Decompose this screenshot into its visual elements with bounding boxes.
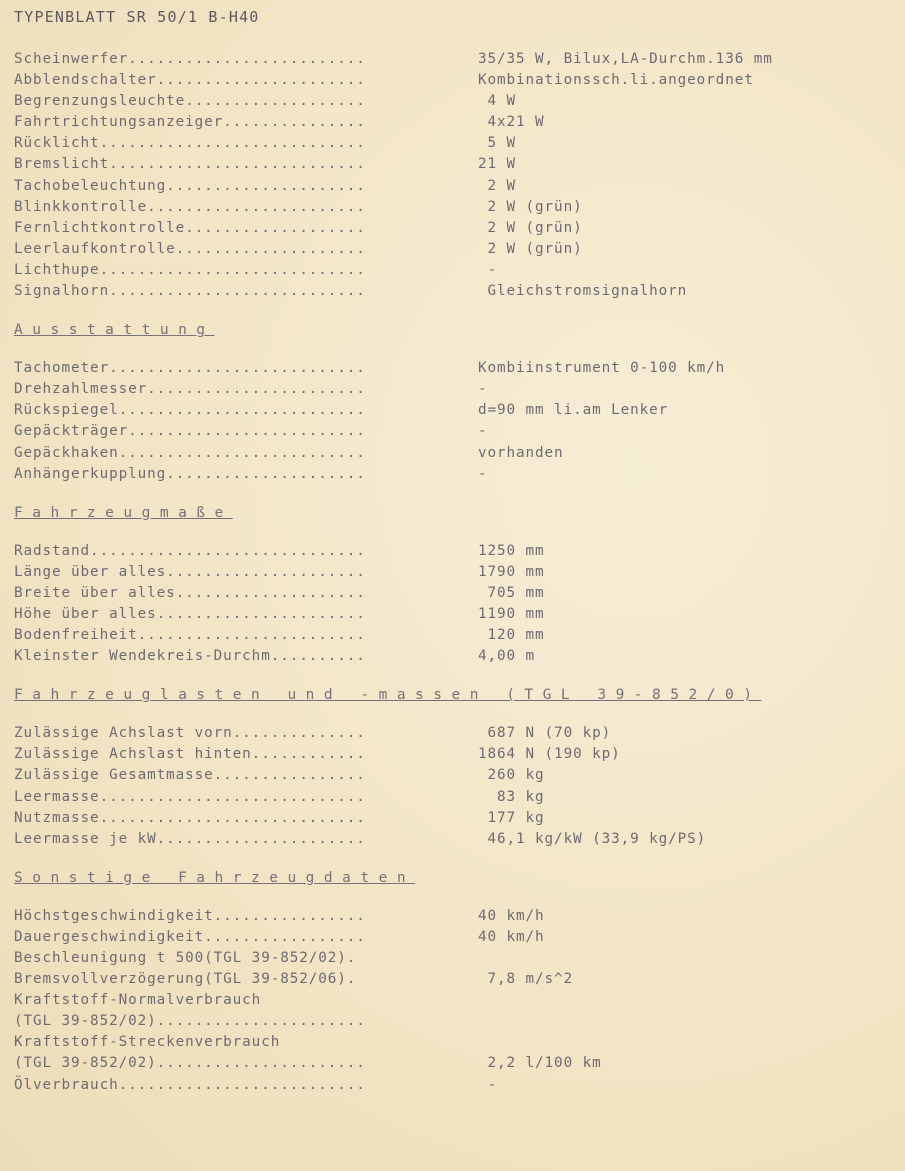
- spec-row: [14, 443, 894, 464]
- type-sheet: [14, 6, 894, 1096]
- spec-label: Tachobeleuchtung.....................: [14, 177, 366, 194]
- spec-value: 2 W (grün): [478, 198, 583, 215]
- section-4: [14, 850, 894, 1096]
- spec-value: 83 kg: [478, 788, 545, 805]
- spec-label: Gepäckhaken..........................: [14, 444, 366, 461]
- section-3: [14, 667, 894, 850]
- section-heading: Fahrzeugmaße: [14, 504, 233, 521]
- spec-label: Drehzahlmesser.......................: [14, 381, 366, 398]
- spec-label: Blinkkontrolle.......................: [14, 198, 366, 215]
- spec-row: [14, 379, 894, 400]
- spec-row: [14, 176, 894, 197]
- spacer: [14, 302, 894, 318]
- spec-value: Kombinationssch.li.angeordnet: [478, 72, 754, 89]
- spec-row: [14, 927, 894, 948]
- spec-value: Gleichstromsignalhorn: [478, 283, 688, 300]
- spec-row: [14, 218, 894, 239]
- section-heading: Fahrzeuglasten und -massen (TGL 39-852/0): [14, 687, 762, 704]
- spec-value: 2,2 l/100 km: [478, 1055, 602, 1072]
- spec-row: [14, 1075, 894, 1096]
- spec-row: [14, 1032, 894, 1053]
- spec-row: [14, 990, 894, 1011]
- spec-row: [14, 400, 894, 421]
- spec-value: -: [478, 465, 488, 482]
- spec-row: [14, 1053, 894, 1074]
- spec-row: [14, 604, 894, 625]
- spec-label: Anhängerkupplung.....................: [14, 465, 366, 482]
- spacer: [14, 707, 894, 723]
- spec-value: 1190 mm: [478, 605, 545, 622]
- page-title: TYPENBLATT SR 50/1 B-H40: [14, 8, 260, 26]
- spec-label: Höhe über alles......................: [14, 605, 366, 622]
- spec-label: Nutzmasse............................: [14, 809, 366, 826]
- spec-label: Gepäckträger.........................: [14, 423, 366, 440]
- sections-container: [14, 49, 894, 1096]
- spec-row: [14, 906, 894, 927]
- spec-value: 4 W: [478, 93, 517, 110]
- spec-row: [14, 49, 894, 70]
- spec-label: Abblendschalter......................: [14, 72, 366, 89]
- spec-label: Bodenfreiheit........................: [14, 627, 366, 644]
- spec-value: 5 W: [478, 135, 517, 152]
- spacer: [14, 28, 894, 49]
- spec-row: [14, 112, 894, 133]
- spec-value: -: [478, 381, 488, 398]
- spec-row: [14, 91, 894, 112]
- spec-label: Bremslicht...........................: [14, 156, 366, 173]
- spec-row: [14, 260, 894, 281]
- spec-label: (TGL 39-852/02)......................: [14, 1055, 366, 1072]
- section-heading: Sonstige Fahrzeugdaten: [14, 869, 416, 886]
- spec-value: 260 kg: [478, 767, 545, 784]
- spacer: [14, 525, 894, 541]
- spec-label: Lichthupe............................: [14, 261, 366, 278]
- spec-value: 1790 mm: [478, 563, 545, 580]
- spec-value: 2 W: [478, 177, 517, 194]
- spec-label: Länge über alles.....................: [14, 563, 366, 580]
- spec-label: Zulässige Achslast vorn..............: [14, 725, 366, 742]
- spec-label: Leermasse............................: [14, 788, 366, 805]
- spacer: [14, 850, 894, 866]
- spacer: [14, 485, 894, 501]
- spec-label: Breite über alles....................: [14, 584, 366, 601]
- spec-value: 705 mm: [478, 584, 545, 601]
- spec-label: Rücklicht............................: [14, 135, 366, 152]
- spec-value: 2 W (grün): [478, 219, 583, 236]
- spec-value: d=90 mm li.am Lenker: [478, 402, 669, 419]
- spec-row: [14, 808, 894, 829]
- spec-label: Fernlichtkontrolle...................: [14, 219, 366, 236]
- spec-value: 1864 N (190 kp): [478, 746, 621, 763]
- spec-row: [14, 723, 894, 744]
- spec-value: 177 kg: [478, 809, 545, 826]
- spec-label: Begrenzungsleuchte...................: [14, 93, 366, 110]
- spec-value: 40 km/h: [478, 928, 545, 945]
- spec-row: [14, 948, 894, 969]
- spec-row: [14, 541, 894, 562]
- spec-row: [14, 765, 894, 786]
- section-2: [14, 485, 894, 668]
- spec-row: [14, 239, 894, 260]
- spec-label: Zulässige Achslast hinten............: [14, 746, 366, 763]
- spec-value: 4x21 W: [478, 114, 545, 131]
- spec-label: Bremsvollverzögerung(TGL 39-852/06).: [14, 971, 357, 988]
- spec-label: (TGL 39-852/02)......................: [14, 1013, 366, 1030]
- spec-value: 1250 mm: [478, 542, 545, 559]
- section-0: [14, 49, 894, 302]
- spec-value: 2 W (grün): [478, 240, 583, 257]
- spec-value: 21 W: [478, 156, 517, 173]
- spec-label: Kraftstoff-Normalverbrauch: [14, 992, 262, 1009]
- spec-row: [14, 562, 894, 583]
- spec-label: Leermasse je kW......................: [14, 830, 366, 847]
- spec-value: vorhanden: [478, 444, 564, 461]
- spacer: [14, 890, 894, 906]
- spec-row: [14, 154, 894, 175]
- spec-row: [14, 358, 894, 379]
- spec-row: [14, 646, 894, 667]
- spec-row: [14, 829, 894, 850]
- spec-label: Scheinwerfer.........................: [14, 51, 366, 67]
- spec-label: Kleinster Wendekreis-Durchm..........: [14, 648, 366, 665]
- spec-row: [14, 583, 894, 604]
- spec-row: [14, 421, 894, 442]
- spec-value: -: [478, 1076, 498, 1093]
- spec-row: [14, 70, 894, 91]
- spec-label: Zulässige Gesamtmasse................: [14, 767, 366, 784]
- spec-value: 35/35 W, Bilux,LA-Durchm.136 mm: [478, 51, 773, 67]
- spec-row: [14, 133, 894, 154]
- spec-label: Dauergeschwindigkeit.................: [14, 928, 366, 945]
- spacer: [14, 667, 894, 683]
- spec-value: -: [478, 261, 498, 278]
- spec-label: Tachometer...........................: [14, 360, 366, 377]
- spec-value: 40 km/h: [478, 907, 545, 924]
- spacer: [14, 342, 894, 358]
- section-1: [14, 302, 894, 485]
- spec-label: Rückspiegel..........................: [14, 402, 366, 419]
- spec-value: 46,1 kg/kW (33,9 kg/PS): [478, 830, 707, 847]
- spec-row: [14, 464, 894, 485]
- spec-row: [14, 625, 894, 646]
- spec-value: 120 mm: [478, 627, 545, 644]
- spec-row: [14, 969, 894, 990]
- spec-label: Ölverbrauch..........................: [14, 1076, 366, 1093]
- spec-value: Kombiinstrument 0-100 km/h: [478, 360, 726, 377]
- spec-row: [14, 281, 894, 302]
- spec-value: 687 N (70 kp): [478, 725, 612, 742]
- spec-value: 4,00 m: [478, 648, 536, 665]
- spec-label: Signalhorn...........................: [14, 283, 366, 300]
- spec-label: Fahrtrichtungsanzeiger...............: [14, 114, 366, 131]
- spec-label: Radstand.............................: [14, 542, 366, 559]
- spec-row: [14, 787, 894, 808]
- spec-row: [14, 744, 894, 765]
- spec-value: 7,8 m/s^2: [478, 971, 574, 988]
- spec-label: Kraftstoff-Streckenverbrauch: [14, 1034, 281, 1051]
- section-heading: Ausstattung: [14, 322, 215, 339]
- spec-row: [14, 1011, 894, 1032]
- spec-value: -: [478, 423, 488, 440]
- spec-label: Höchstgeschwindigkeit................: [14, 907, 366, 924]
- spec-label: Beschleunigung t 500(TGL 39-852/02).: [14, 950, 357, 966]
- spec-row: [14, 197, 894, 218]
- spec-label: Leerlaufkontrolle....................: [14, 240, 366, 257]
